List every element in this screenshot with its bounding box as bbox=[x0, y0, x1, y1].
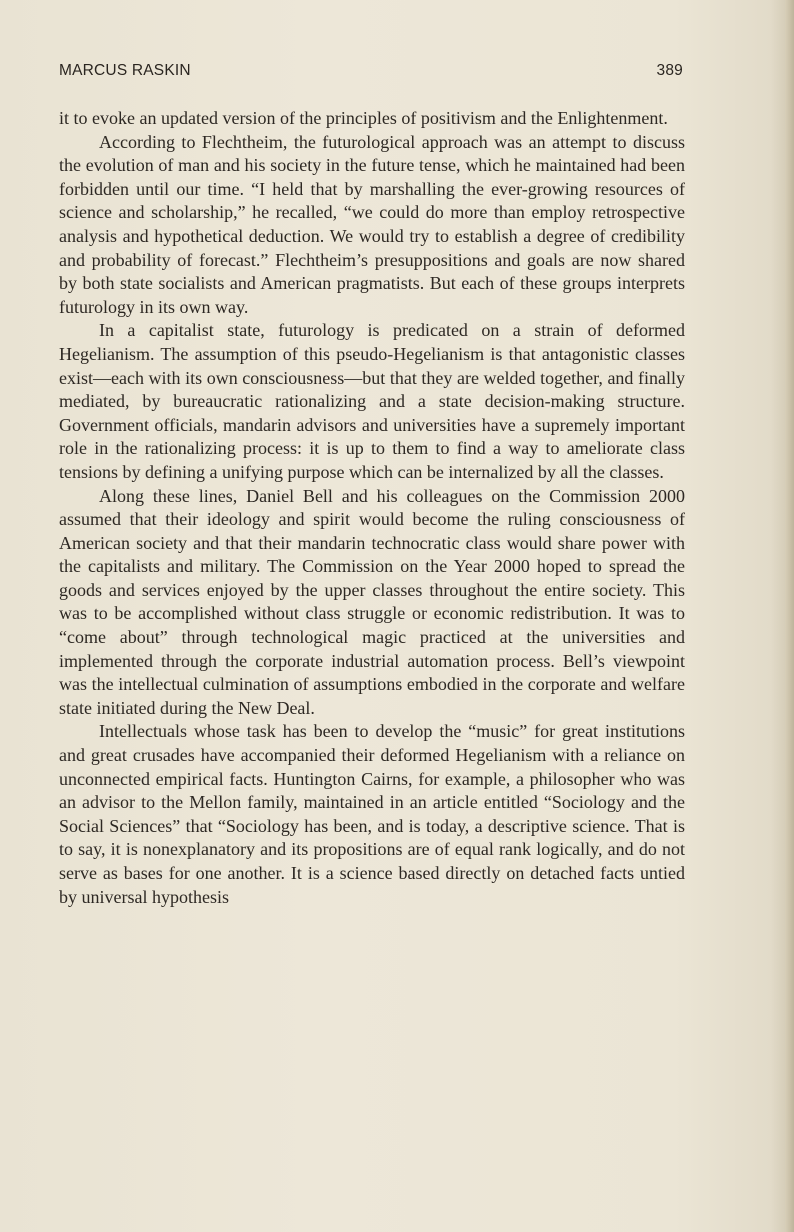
paragraph-daniel-bell: Along these lines, Daniel Bell and his colleagues on the Commission 2000 assumed that their ideology and spirit would become the ruling consciousness of American society and that their mandarin technocratic class would share power with the capitalists and military. The Commission on the Year 2000 hoped to spread the goods and services enjoyed by the upper classes throughout the entire society. This was to be accomplished without class struggle or economic redistribution. It was to “come about” through technological magic practiced at the universities and implemented through the corporate industrial automation process. Bell’s viewpoint was the intellectual culmination of assumptions embodied in the corporate and welfare state initiated during the New Deal. bbox=[59, 485, 685, 718]
paragraph-flechtheim: According to Flechtheim, the futurological approach was an attempt to discuss the evolution of man and his society in the future tense, which he maintained had been forbidden until our time. “I held that by marshalling the ever-growing resources of science and scholarship,” he recalled, “we could do more than employ retrospective analysis and hypothetical deduction. We would try to establish a degree of credibility and probability of forecast.” Flechtheim’s presuppositions and goals are now shared by both state socialists and American pragmatists. But each of these groups interprets futurology in its own way. bbox=[59, 131, 685, 317]
body-text bbox=[59, 107, 685, 909]
running-head-author: MARCUS RASKIN bbox=[59, 62, 191, 79]
page-number: 389 bbox=[656, 62, 683, 79]
paragraph-capitalist-state: In a capitalist state, futurology is predicated on a strain of deformed Hegelianism. The assumption of this pseudo-Hegelianism is that antagonistic classes exist—each with its own consciousness—but that they are welded together, and finally mediated, by bureaucratic rationalizing and a state decision-making structure. Government officials, mandarin advisors and universities have a supremely important role in the rationalizing process: it is up to them to find a way to ameliorate class tensions by defining a unifying purpose which can be internalized by all the classes. bbox=[59, 320, 685, 482]
running-head bbox=[59, 62, 683, 84]
paragraph-intellectuals: Intellectuals whose task has been to develop the “music” for great institutions and great crusades have accompanied their deformed Hegelianism with a reliance on unconnected empirical facts. Huntington Cairns, for example, a philosopher who was an advisor to the Mellon family, maintained in an article entitled “Sociology and the Social Sciences” that “Sociology has been, and is today, a descriptive science. That is to say, it is nonexplanatory and its propositions are of equal rank logically, and do not serve as bases for one another. It is a science based directly on detached facts untied by universal hypothesis bbox=[59, 721, 685, 907]
page-edge-shadow bbox=[785, 0, 794, 1232]
paragraph-continued: it to evoke an updated version of the principles of positivism and the Enlightenment. bbox=[59, 108, 668, 128]
